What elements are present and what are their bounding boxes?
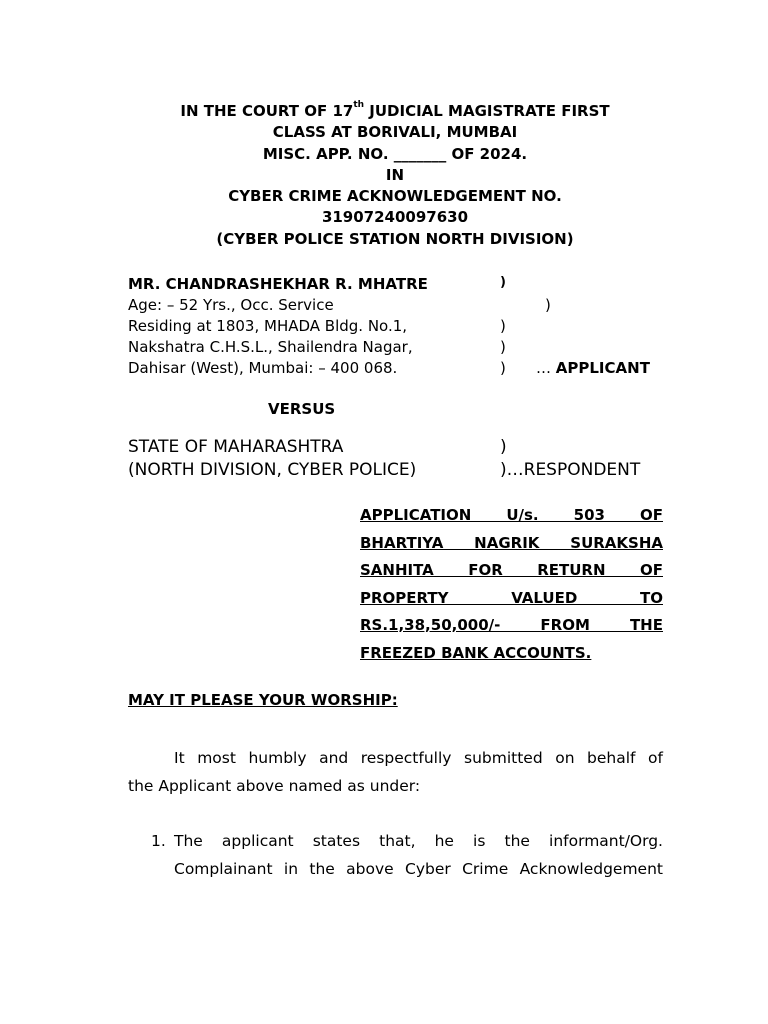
point-1-number: 1. (151, 832, 166, 850)
court-heading-in: IN (385, 166, 405, 184)
applicant-paren-1: ) (500, 275, 506, 290)
application-title-line-1: APPLICATION U/s. 503 OF (360, 506, 663, 524)
application-title-line-2: BHARTIYA NAGRIK SURAKSHA (360, 534, 663, 552)
respondent-division: (NORTH DIVISION, CYBER POLICE) (128, 460, 417, 480)
intro-line-1: It most humbly and respectfully submitted on behalf of (174, 749, 663, 767)
court-heading-line-1: IN THE COURT OF 17th JUDICIAL MAGISTRATE FIRST (180, 100, 610, 120)
application-title-line-3: SANHITA FOR RETURN OF (360, 561, 663, 579)
applicant-paren-2: ) (545, 296, 551, 314)
applicant-paren-5: ) (500, 359, 506, 377)
applicant-address-2: Nakshatra C.H.S.L., Shailendra Nagar, (128, 338, 413, 356)
misc-app-number: MISC. APP. NO. _______ OF 2024. (262, 145, 528, 163)
acknowledgement-number: 31907240097630 (321, 208, 469, 226)
respondent-name: STATE OF MAHARASHTRA (128, 437, 344, 457)
applicant-name: MR. CHANDRASHEKHAR R. MHATRE (128, 275, 428, 293)
acknowledgement-label: CYBER CRIME ACKNOWLEDGEMENT NO. (228, 187, 562, 205)
intro-line-2: the Applicant above named as under: (128, 777, 421, 795)
application-title-line-4: PROPERTY VALUED TO (360, 589, 663, 607)
versus-label: VERSUS (268, 400, 336, 418)
applicant-paren-3: ) (500, 317, 506, 335)
point-1-line-2: Complainant in the above Cyber Crime Acknowledgement (174, 860, 663, 878)
respondent-paren: ) (500, 437, 507, 457)
salutation: MAY IT PLEASE YOUR WORSHIP: (128, 691, 398, 709)
respondent-role: )…RESPONDENT (500, 460, 641, 480)
police-station: (CYBER POLICE STATION NORTH DIVISION) (216, 230, 574, 248)
application-title-line-6: FREEZED BANK ACCOUNTS. (360, 644, 592, 662)
point-1-line-1: The applicant states that, he is the informant/Org. (174, 832, 663, 850)
court-heading-line-2: CLASS AT BORIVALI, MUMBAI (272, 123, 518, 141)
applicant-paren-4: ) (500, 338, 506, 356)
applicant-address-3: Dahisar (West), Mumbai: – 400 068. (128, 359, 398, 377)
applicant-age: Age: – 52 Yrs., Occ. Service (128, 296, 334, 314)
applicant-role: … APPLICANT (536, 359, 650, 377)
applicant-address-1: Residing at 1803, MHADA Bldg. No.1, (128, 317, 408, 335)
application-title-line-5: RS.1,38,50,000/- FROM THE (360, 616, 663, 634)
